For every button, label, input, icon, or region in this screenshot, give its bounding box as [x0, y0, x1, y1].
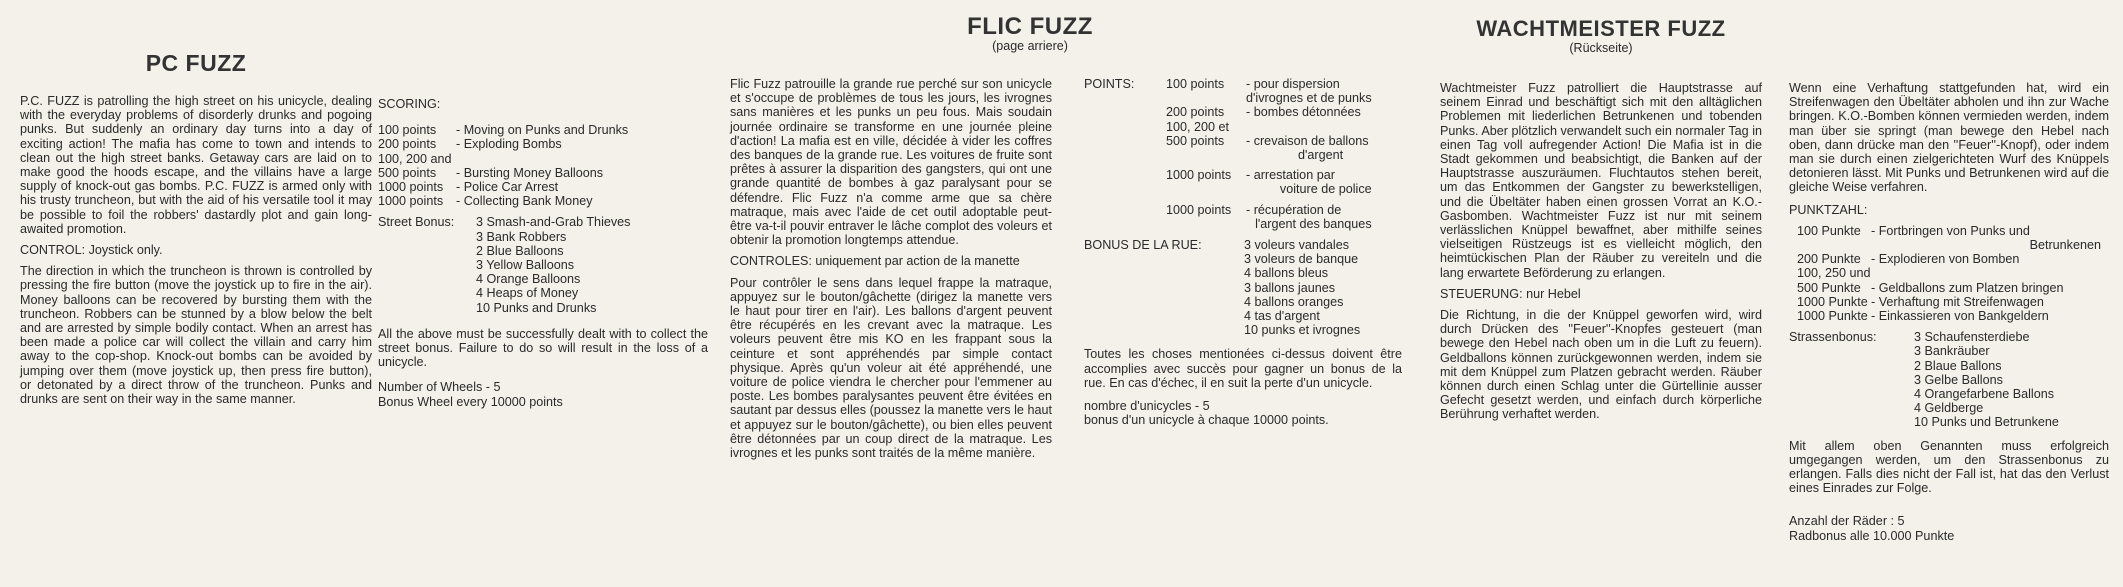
flic-intro: Flic Fuzz patrouille la grande rue perché sur son unicycle et s'occupe de problèmes de tous les jours, les ivrognes sans manières et les punks un peu fous. Mais soudain journée ordinaire se transforme en une journée pleine d'action! La mafia est en ville, décidée à vider les coffres des banques de la grande rue. Les voitures de fruite sont prêtes à assurer la disparition des gangsters, qui ont une grande quantité de bombes à gaz paralysant pour se défendre. Flic Fuzz n'a comme arme que sa chère matraque, mais avec l'aide de cet outil adoptable peut-être va-t-il pouvir entraver le lâche complot des voleurs et obtenir la promotion longtemps attendue. — [730, 77, 1052, 248]
pc-scoring-table — [378, 123, 628, 208]
table-row — [1084, 323, 1360, 337]
bonus-title: Strassenbonus: — [1789, 330, 1877, 345]
flic-fuzz-column-1 — [730, 77, 1052, 467]
table-row — [1789, 415, 2059, 429]
flic-fuzz-subtitle: (page arriere) — [992, 39, 1068, 54]
points-value: 100, 200 et — [1166, 119, 1230, 134]
table-row — [1084, 91, 1372, 105]
table-row — [1797, 295, 2101, 309]
points-desc: - Einkassieren von Bankgeldern — [1871, 309, 2049, 324]
table-row — [1797, 224, 2101, 238]
points-desc: - Geldballons zum Platzen bringen — [1871, 280, 2064, 295]
score-desc: - Collecting Bank Money — [456, 194, 593, 209]
table-row — [1084, 238, 1360, 252]
table-row — [378, 230, 630, 244]
flic-direction: Pour contrôler le sens dans lequel frappe la matraque, appuyez sur le bouton/gâchette (dirigez la manette vers le haut pour tirer en l'air). Les ballons d'argent peuvent être récupérés en les crevant avec la matraque. Les voleurs peuvent être mis KO en les frappant sous la ceinture et sont appréhendés par simple contact physique. Après qu'un voleur ait été appréhendé, une voiture de police viendra le chercher pour l'emmener au poste. Les bombes paralysantes peuvent être évitées en sautant par dessus elles (poussez la manette vers le haut et appuyez sur le bouton/gâchette), ou bien elles peuvent être détonnées par un coup direct de la matraque. Les ivrognes et les punks sont traités de la même manière. — [730, 275, 1052, 461]
bonus-item: 3 ballons jaunes — [1244, 280, 1336, 295]
table-row — [378, 194, 628, 208]
bonus-item: 3 voleurs de banque — [1244, 252, 1359, 267]
pc-direction: The direction in which the truncheon is thrown is controlled by pressing the fire button (move the joystick up to fire in the air). Money balloons can be recovered by bursting them with the truncheon. Robbers can be stunned by a blow below the belt and are arrested by simple bodily contact. When an arrest has been made a police car will collect the villain and carry him away to the cop-shop. Knock-out bombs can be avoided by jumping over them (move joystick up, then press fire button), or detonated by a direct throw of the truncheon. Punks and drunks are sent on their way in the same manner. — [20, 264, 372, 407]
pc-bonus-table — [378, 215, 630, 314]
table-row — [1084, 134, 1372, 148]
points-desc: - Fortbringen von Punks und — [1871, 223, 2030, 238]
table-row — [1789, 387, 2059, 401]
pc-fuzz-column-2 — [378, 97, 708, 409]
table-row — [1084, 309, 1360, 323]
flic-fuzz-column-2 — [1084, 77, 1402, 427]
wacht-arrest: Wenn eine Verhaftung stattgefunden hat, wird ein Streifenwagen den Übeltäter abholen und ihn zur Wache bringen. K.O.-Bomben können vermieden werden, indem man über sie springt (man bewege den Hebel nach oben, dann drücke man den ''Feuer''-Knopf), oder indem man sie durch einen zielgerichteten Wurf des Knüppels detonieren lässt. Mit Punks und Betrunkenen wird auf die gleiche Weise verfahren. — [1789, 81, 2109, 195]
points-desc: - crevaison de ballons — [1246, 133, 1369, 148]
wacht-intro: Wachtmeister Fuzz patrolliert die Hauptstrasse auf seinem Einrad und beschäftigt sich mit den alltäglichen Problemen mit liederlichen Betrunkenen und tobenden Punks. Aber plötzlich verwandelt such ein normaler Tag in einen Tag voll aufregender Action! Die Mafia ist in die Stadt gekommen und beabsichtigt, die Banken auf der Hauptstrasse auszuräumen. Fluchtautos stehen bereit, um das Entkommen der Gangster zu bewerkstelligen, und die Übeltäter haben einen grossen Vorrat an K.O.-Gasbomben. Wachtmeister Fuzz ist nur mit seinem verlässlichen Knüppel bewaffnet, aber mithilfe seines vielseitigen Rüstzeugs ist es vielleicht möglich, den heimtückischen Plan der Räuber zu vereiteln und die lang erwartete Beförderung zu erlangen. — [1440, 81, 1762, 280]
points-value: 1000 Punkte — [1797, 294, 1868, 309]
pc-fuzz-title: PC FUZZ — [145, 50, 247, 76]
bonus-item: 4 Orange Balloons — [476, 272, 581, 287]
table-row — [1789, 373, 2059, 387]
points-desc: - Verhaftung mit Streifenwagen — [1871, 294, 2044, 309]
flic-note: Toutes les choses mentionées ci-dessus doivent être accomplies avec succès pour gagner un bonus de la rue. En cas d'échec, il en suit la perte d'un unicycle. — [1084, 347, 1402, 390]
points-desc: - récupération de — [1246, 202, 1342, 217]
table-row — [378, 137, 628, 151]
table-row — [1797, 309, 2101, 323]
bonus-item: 3 voleurs vandales — [1244, 238, 1350, 253]
table-row — [1084, 120, 1372, 134]
flic-points-table — [1084, 77, 1372, 231]
wacht-fuzz-title-block — [1440, 16, 1762, 56]
points-desc: - arrestation par — [1246, 168, 1335, 183]
table-row — [378, 272, 630, 286]
points-value: 1000 points — [1166, 168, 1232, 183]
points-title: POINTS: — [1084, 77, 1135, 91]
pc-fuzz-column-1 — [20, 94, 372, 413]
score-desc: - Police Car Arrest — [456, 180, 559, 195]
table-row — [378, 258, 630, 272]
flic-fuzz-title-block — [730, 13, 1330, 54]
wacht-bonus-table — [1789, 330, 2059, 429]
table-row — [1084, 182, 1372, 196]
table-row — [1789, 359, 2059, 373]
points-desc-cont: d'argent — [1298, 148, 1344, 163]
pc-intro: P.C. FUZZ is patrolling the high street on his unicycle, dealing with the everyday problems of disorderly drunks and pogoing punks. But suddenly an ordinary day turns into a day of exciting action! The mafia has come to town and intends to clean out the high street banks. Getaway cars are laid on to make good the hoods escape, and the villains have a large supply of knock-out gas bombs. P.C. FUZZ is armed only with his trusty truncheon, but with the aid of his versatile tool it may be possible to foil the robbers' dastardly plot and gain long-awaited promotion. — [20, 94, 372, 236]
pc-scoring-title: SCORING: — [378, 97, 441, 111]
table-row — [1797, 252, 2101, 266]
wacht-bonus-wheel: Radbonus alle 10.000 Punkte — [1789, 528, 1955, 543]
points-value: 500 Punkte — [1797, 280, 1861, 295]
table-row — [378, 286, 630, 300]
score-points: 1000 points — [378, 194, 444, 209]
bonus-item: 4 ballons oranges — [1244, 294, 1344, 309]
table-row — [1084, 105, 1372, 119]
points-value: 200 points — [1166, 105, 1225, 120]
bonus-item: 2 Blue Balloons — [476, 243, 564, 258]
score-points: 100 points — [378, 123, 437, 138]
table-row — [1084, 252, 1360, 266]
table-row — [1084, 281, 1360, 295]
score-points: 200 points — [378, 137, 437, 152]
bonus-item: 10 Punks and Drunks — [476, 300, 597, 315]
table-row — [378, 180, 628, 194]
table-row — [1789, 330, 2059, 344]
bonus-item: 3 Yellow Balloons — [476, 258, 575, 273]
score-desc — [456, 152, 628, 166]
table-row — [378, 123, 628, 137]
points-value: 1000 Punkte — [1797, 309, 1868, 324]
bonus-item: 4 Heaps of Money — [476, 286, 579, 301]
table-row — [1789, 344, 2059, 358]
pc-wheels: Number of Wheels - 5 — [378, 380, 501, 395]
bonus-item: 3 Smash-and-Grab Thieves — [476, 215, 631, 230]
points-value: 200 Punkte — [1797, 252, 1861, 267]
table-row — [1797, 281, 2101, 295]
points-desc-cont: d'ivrognes et de punks — [1246, 91, 1372, 106]
table-row — [378, 215, 630, 229]
table-row — [1084, 168, 1372, 182]
pc-bonus-wheel: Bonus Wheel every 10000 points — [378, 394, 563, 409]
wacht-note: Mit allem oben Genannten muss erfolgreich umgegangen werden, um den Strassenbonus zu erlangen. Falls dies nicht der Fall ist, hat das den Verlust eines Einrades zur Folge. — [1789, 438, 2109, 496]
wacht-fuzz-title: WACHTMEISTER FUZZ — [1476, 16, 1726, 41]
bonus-item: 4 ballons bleus — [1244, 266, 1329, 281]
bonus-item: 3 Schaufensterdiebe — [1914, 330, 2030, 345]
table-row — [1084, 77, 1372, 91]
table-row — [1084, 148, 1372, 162]
wacht-points-title: PUNKTZAHL: — [1789, 202, 1868, 217]
table-row — [378, 301, 630, 315]
bonus-title: Street Bonus: — [378, 215, 455, 230]
table-row — [1797, 238, 2101, 252]
bonus-item: 3 Gelbe Ballons — [1914, 372, 2003, 387]
pc-control: CONTROL: Joystick only. — [20, 243, 163, 258]
flic-fuzz-title: FLIC FUZZ — [967, 13, 1093, 40]
points-desc-cont: Betrunkenen — [2029, 238, 2101, 253]
points-desc: - Explodieren von Bomben — [1871, 252, 2020, 267]
wacht-wheels: Anzahl der Räder : 5 — [1789, 514, 1905, 529]
points-value: 500 points — [1166, 133, 1225, 148]
score-desc: - Bursting Money Balloons — [456, 165, 603, 180]
bonus-item: 4 Geldberge — [1914, 401, 1984, 416]
pc-note: All the above must be successfully dealt with to collect the street bonus. Failure to do so will result in the loss of a unicycle. — [378, 326, 708, 370]
table-row — [1084, 217, 1372, 231]
score-points: 100, 200 and — [378, 151, 452, 166]
table-row — [378, 244, 630, 258]
pc-fuzz-title-block — [20, 50, 372, 76]
table-row — [1084, 266, 1360, 280]
table-row — [1084, 295, 1360, 309]
flic-bonus-wheel: bonus d'un unicycle à chaque 10000 points. — [1084, 413, 1329, 428]
score-points: 500 points — [378, 165, 437, 180]
bonus-title: BONUS DE LA RUE: — [1084, 238, 1202, 253]
points-desc: - pour dispersion — [1246, 77, 1340, 91]
table-row — [1084, 203, 1372, 217]
points-value: 100 points — [1166, 77, 1225, 91]
points-desc-cont: l'argent des banques — [1255, 216, 1372, 231]
points-desc: - bombes détonnées — [1246, 105, 1361, 120]
points-value: 1000 points — [1166, 202, 1232, 217]
points-desc-cont: voiture de police — [1279, 182, 1372, 197]
points-value: 100 Punkte — [1797, 223, 1861, 238]
wacht-fuzz-column-2 — [1789, 81, 2109, 543]
wacht-direction: Die Richtung, in die der Knüppel geworfen wird, wird durch Drücken des ''Feuer''-Knopfes gesteuert (man bewege den Hebel nach oben um in die Luft zu feuern). Geldballons können zurückgewonnen werden, indem sie mit dem Knüppel zum Platzen gebracht werden. Räuber können durch einen Schlag unter die Gürtellinie ausser Gefecht gesetzt werden, und einfach durch körperliche Berührung verhaftet werden. — [1440, 308, 1762, 422]
table-row — [1797, 266, 2101, 280]
wacht-steuerung: STEUERUNG: nur Hebel — [1440, 286, 1581, 301]
bonus-item: 10 punks et ivrognes — [1244, 323, 1361, 338]
flic-bonus-table — [1084, 238, 1360, 337]
table-row — [378, 166, 628, 180]
points-value: 100, 250 und — [1797, 266, 1871, 281]
bonus-item: 3 Bankräuber — [1914, 344, 1990, 359]
table-row — [1789, 401, 2059, 415]
wacht-fuzz-subtitle: (Rückseite) — [1569, 41, 1633, 56]
flic-wheels: nombre d'unicycles - 5 — [1084, 399, 1210, 414]
bonus-item: 2 Blaue Ballons — [1914, 358, 2002, 373]
score-desc: - Exploding Bombs — [456, 137, 562, 152]
wacht-points-table — [1797, 224, 2101, 323]
bonus-item: 10 Punks und Betrunkene — [1914, 415, 2059, 430]
table-row — [378, 152, 628, 166]
score-points: 1000 points — [378, 180, 444, 195]
bonus-item: 4 tas d'argent — [1244, 309, 1320, 324]
score-desc: - Moving on Punks and Drunks — [456, 123, 629, 138]
flic-controls: CONTROLES: uniquement par action de la manette — [730, 254, 1020, 269]
bonus-item: 3 Bank Robbers — [476, 229, 567, 244]
bonus-item: 4 Orangefarbene Ballons — [1914, 387, 2055, 402]
wacht-fuzz-column-1 — [1440, 81, 1762, 429]
